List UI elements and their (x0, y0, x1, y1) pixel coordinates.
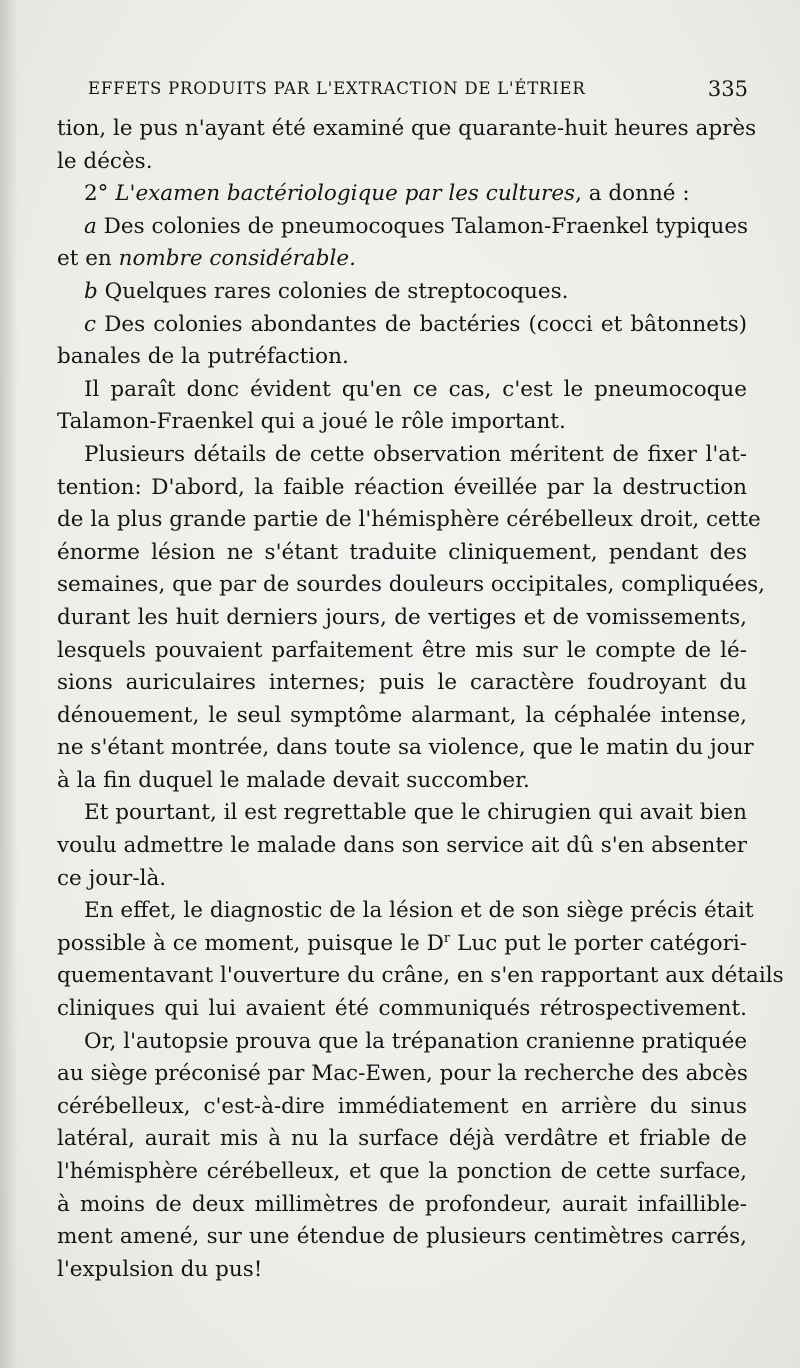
text-segment: quementavant l'ouverture du crâne, en s'en rapportant aux détails (57, 963, 784, 989)
text-segment: Luc put le porter catégori- (450, 930, 747, 956)
superscript: r (443, 930, 451, 946)
italic-text: a (84, 213, 97, 239)
text-line (57, 504, 761, 537)
text-line (57, 895, 754, 928)
text-segment: Et pourtant, il est regrettable que le chirugien qui avait bien (84, 800, 747, 826)
text-segment: tion, le pus n'ayant été examiné que quarante-huit heures après (57, 116, 757, 141)
body-text (57, 113, 784, 1286)
page-gutter-shadow (0, 0, 18, 1368)
text-line (57, 797, 747, 830)
text-segment: le décès. (57, 148, 153, 174)
text-line (57, 146, 747, 179)
text-segment: semaines, que par de sourdes douleurs occipitales, compliquées, (57, 572, 766, 598)
text-line (57, 635, 747, 668)
text-line (57, 1026, 747, 1059)
text-line (57, 341, 747, 374)
text-segment: Plusieurs détails de cette observation méritent de fixer l'at- (84, 441, 747, 467)
text-line (57, 1091, 747, 1124)
text-line (57, 928, 747, 961)
text-segment: voulu admettre le malade dans son service ait dû s'en absenter (57, 833, 747, 859)
text-segment: lesquels pouvaient parfaitement être mis sur le compte de lé- (57, 637, 747, 663)
text-line (57, 1123, 747, 1156)
text-segment: Talamon-Fraenkel qui a joué le rôle important. (57, 409, 566, 435)
text-line (57, 602, 747, 635)
text-line (57, 1156, 747, 1189)
text-segment: cérébelleux, c'est-à-dire immédiatement en arrière du sinus (57, 1093, 747, 1119)
text-line (57, 276, 747, 309)
text-line (57, 406, 747, 439)
text-segment: 2° (84, 181, 116, 207)
text-segment: tention: D'abord, la faible réaction éveillée par la destruction (57, 474, 747, 500)
text-segment: de la plus grande partie de l'hémisphère cérébelleux droit, cette (57, 507, 761, 533)
text-line (57, 243, 747, 276)
text-line (57, 700, 747, 733)
text-segment: énorme lésion ne s'étant traduite cliniquement, pendant des (57, 539, 747, 565)
text-line (57, 472, 747, 505)
text-segment: ment amené, sur une étendue de plusieurs centimètres carrés, (57, 1224, 747, 1250)
italic-text: b (84, 278, 98, 304)
text-line (57, 1221, 747, 1254)
text-segment: à la fin duquel le malade devait succomber. (57, 767, 530, 793)
text-segment: ce jour-là. (57, 865, 167, 891)
text-line (57, 537, 747, 570)
text-segment: latéral, aurait mis à nu la surface déjà verdâtre et friable de (57, 1126, 747, 1152)
page-header (88, 74, 748, 104)
text-segment: au siège préconisé par Mac-Ewen, pour la recherche des abcès (57, 1061, 748, 1087)
text-segment: banales de la putréfaction. (57, 344, 349, 370)
text-line (57, 960, 784, 993)
text-line (57, 765, 747, 798)
text-line (57, 1254, 747, 1287)
text-segment: durant les huit derniers jours, de vertiges et de vomissements, (57, 604, 747, 630)
text-line (57, 569, 766, 602)
text-segment: l'hémisphère cérébelleux, et que la ponction de cette surface, (57, 1159, 747, 1184)
text-line (57, 113, 757, 146)
text-segment: ne s'étant montrée, dans toute sa violence, que le matin du jour (57, 735, 754, 761)
text-line (57, 178, 747, 211)
running-title: EFFETS PRODUITS PAR L'EXTRACTION DE L'ÉTRIER (88, 79, 586, 98)
italic-text: nombre considérable. (118, 246, 356, 272)
text-line (57, 374, 747, 407)
text-line (57, 439, 747, 472)
text-segment: Il paraît donc évident qu'en ce cas, c'est le pneumocoque (84, 376, 747, 402)
text-segment: Or, l'autopsie prouva que la trépanation cranienne pratiquée (84, 1028, 748, 1054)
text-line (57, 830, 747, 863)
text-line (57, 667, 747, 700)
text-segment: En effet, le diagnostic de la lésion et de son siège précis était (84, 898, 754, 924)
text-line (57, 863, 747, 896)
text-segment: Des colonies abondantes de bactéries (cocci et bâtonnets) (96, 311, 747, 337)
text-segment: possible à ce moment, puisque le D (57, 930, 444, 956)
page-number: 335 (707, 77, 748, 101)
text-line (57, 309, 747, 342)
text-segment: Des colonies de pneumocoques Talamon-Fraenkel typiques (96, 213, 749, 239)
text-line (57, 732, 754, 765)
text-segment: Quelques rares colonies de streptocoques. (97, 278, 569, 304)
text-segment: dénouement, le seul symptôme alarmant, la céphalée intense, (57, 702, 747, 728)
italic-text: L'examen bactériologique par les cultures (115, 181, 576, 207)
text-line (57, 1189, 747, 1222)
text-segment: cliniques qui lui avaient été communiqués rétrospectivement. (57, 996, 747, 1022)
text-segment: , a donné : (575, 181, 690, 207)
text-segment: sions auriculaires internes; puis le caractère foudroyant du (57, 670, 747, 696)
text-line (57, 211, 747, 244)
text-segment: et en (57, 246, 119, 272)
text-line (57, 1058, 747, 1091)
italic-text: c (84, 311, 97, 337)
text-segment: l'expulsion du pus! (57, 1256, 263, 1282)
text-segment: à moins de deux millimètres de profondeur, aurait infaillible- (57, 1191, 747, 1217)
text-line (57, 993, 747, 1026)
